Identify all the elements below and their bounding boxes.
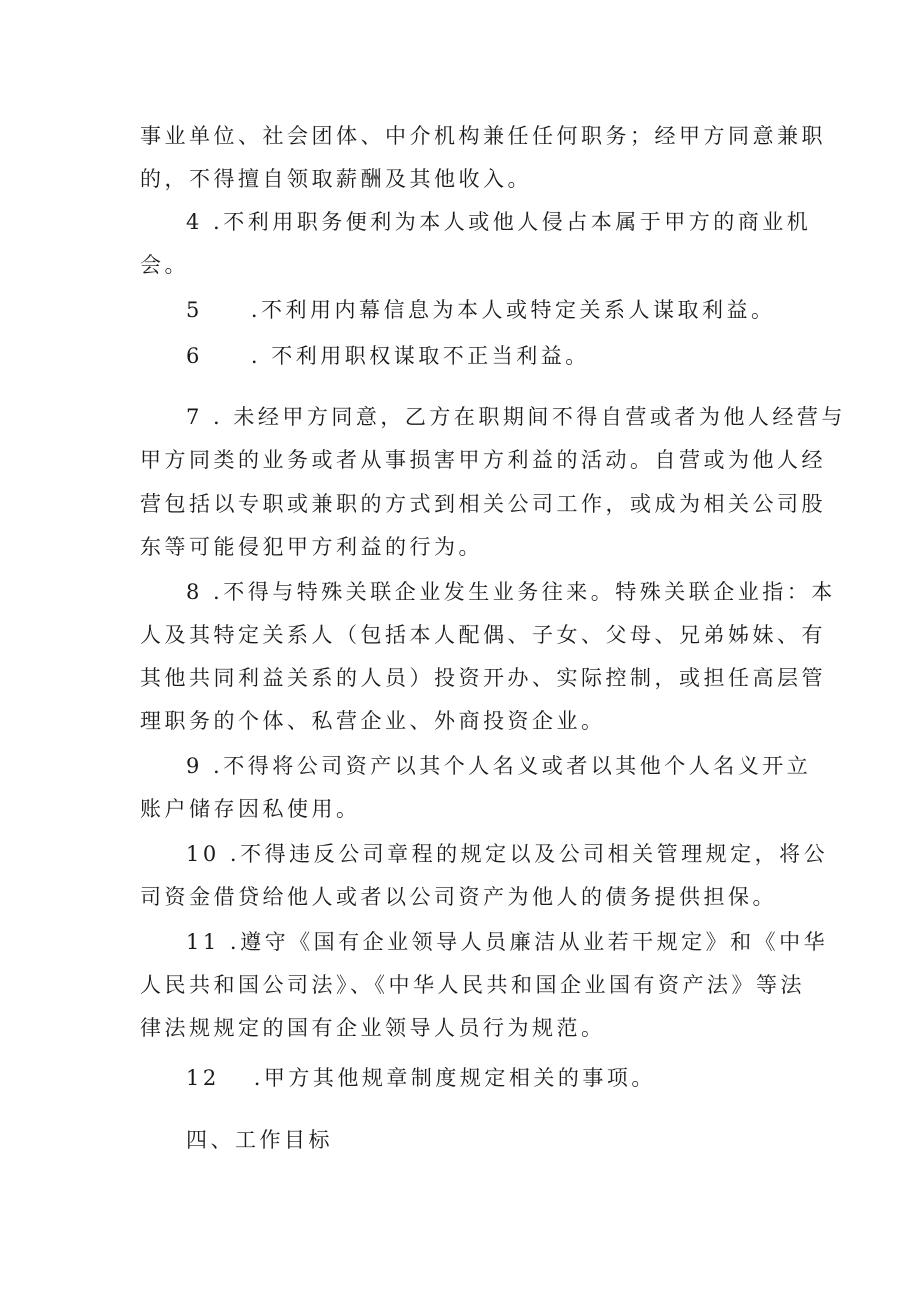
text-line: 会。 (140, 253, 189, 277)
item-4-line: 4 .不利用职务便利为本人或他人侵占本属于甲方的商业机 (186, 210, 812, 234)
item-number: 6 (186, 344, 203, 368)
text-line: 账户储存因私使用。 (140, 797, 361, 821)
item-7-line: 7 . 未经甲方同意，乙方在职期间不得自营或者为他人经营与 (186, 405, 846, 429)
item-11-line: 11 .遵守《国有企业领导人员廉洁从业若干规定》和《中华 (186, 930, 829, 954)
item-12-line (186, 1064, 656, 1092)
text-line: 理职务的个体、私营企业、外商投资企业。 (140, 709, 606, 733)
item-10-line: 10 .不得违反公司章程的规定以及公司相关管理规定，将公 (186, 842, 829, 866)
text-line: 甲方同类的业务或者从事损害甲方利益的活动。自营或为他人经 (140, 448, 826, 472)
item-9-line: 9 .不得将公司资产以其个人名义或者以其他个人名义开立 (186, 754, 812, 778)
section-heading: 四、工作目标 (186, 1128, 333, 1152)
text-line: 人及其特定关系人（包括本人配偶、子女、父母、兄弟姊妹、有 (140, 623, 826, 647)
item-number: 12 (186, 1066, 220, 1090)
text-line: 营包括以专职或兼职的方式到相关公司工作，或成为相关公司股 (140, 492, 826, 516)
item-6-line (186, 342, 590, 370)
text-line: 律法规规定的国有企业领导人员行为规范。 (140, 1016, 606, 1040)
item-5-line (186, 296, 776, 324)
item-text: .不利用内幕信息为本人或特定关系人谋取利益。 (250, 298, 776, 322)
text-line: 司资金借贷给他人或者以公司资产为他人的债务提供担保。 (140, 885, 777, 909)
text-line: 东等可能侵犯甲方利益的行为。 (140, 535, 483, 559)
item-number: 5 (186, 298, 203, 322)
text-line: 事业单位、社会团体、中介机构兼任任何职务；经甲方同意兼职 (140, 124, 826, 148)
item-text: . 不利用职权谋取不正当利益。 (250, 344, 590, 368)
text-line: 的，不得擅自领取薪酬及其他收入。 (140, 167, 532, 191)
text-line: 人民共和国公司法》、《中华人民共和国企业国有资产法》等法 (140, 973, 805, 997)
item-text: .甲方其他规章制度规定相关的事项。 (253, 1066, 656, 1090)
item-8-line: 8 .不得与特殊关联企业发生业务往来。特殊关联企业指：本 (186, 580, 836, 604)
text-line: 其他共同利益关系的人员）投资开办、实际控制，或担任高层管 (140, 666, 826, 690)
